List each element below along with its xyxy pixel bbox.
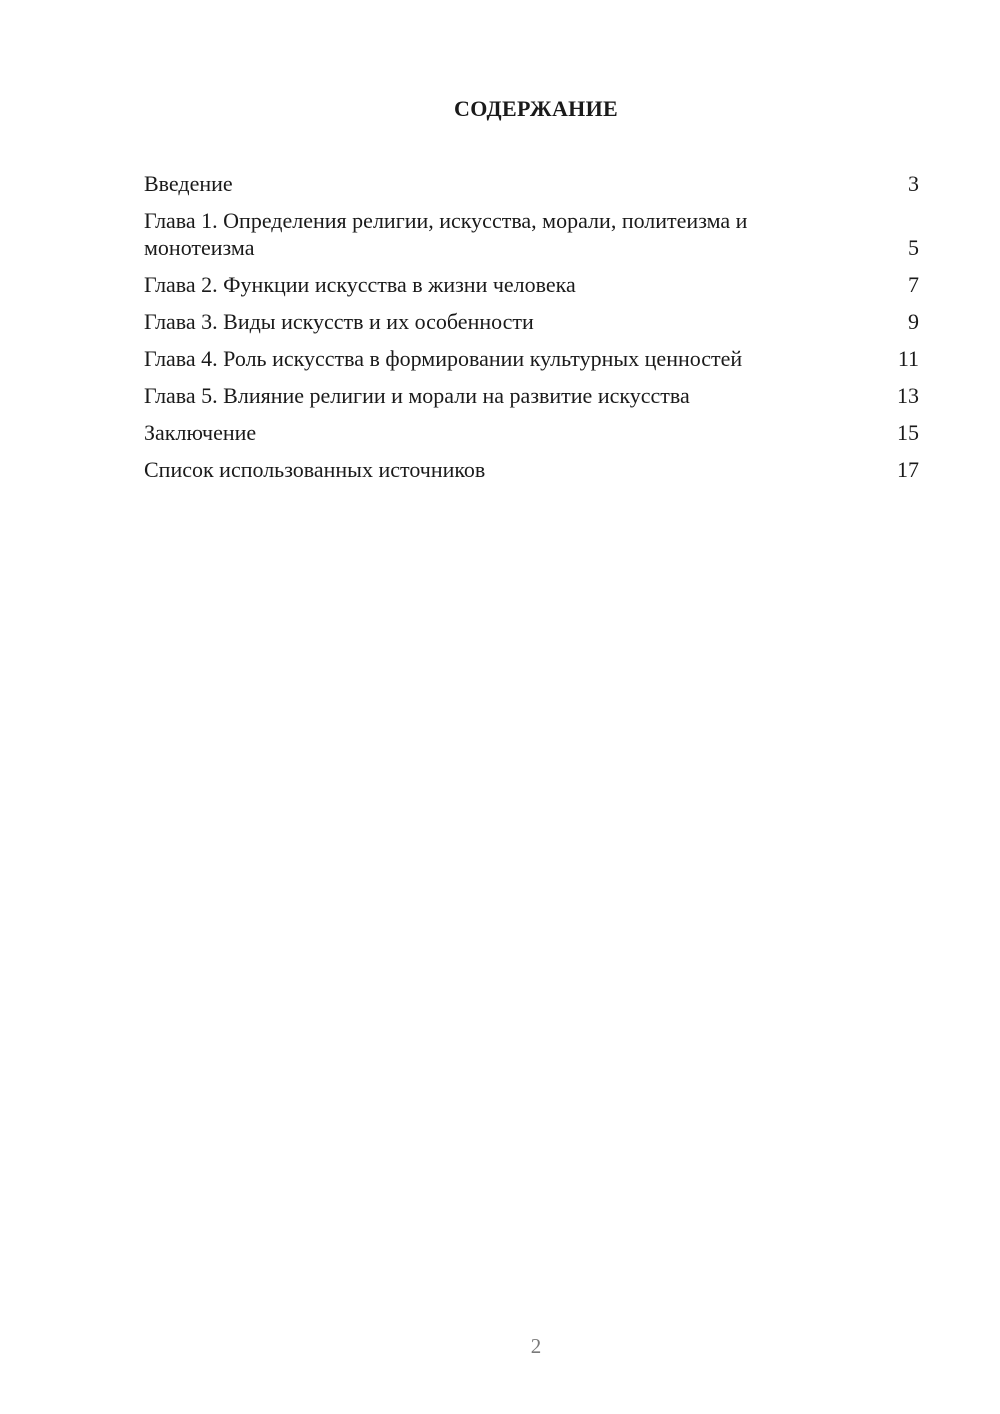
toc-entry-chapter-3 bbox=[144, 308, 919, 335]
toc-entry-chapter-5 bbox=[144, 382, 919, 409]
toc-entry-page: 7 bbox=[908, 272, 919, 297]
toc-entry-introduction bbox=[144, 170, 919, 197]
toc-entry-chapter-1 bbox=[144, 207, 919, 261]
toc-entry-text: Глава 1. Определения религии, искусства, морали, политеизма и монотеизма bbox=[144, 208, 748, 260]
table-of-contents bbox=[144, 170, 919, 493]
toc-entry-chapter-2 bbox=[144, 271, 919, 298]
toc-entry-page: 15 bbox=[897, 420, 919, 445]
toc-entry-text: Список использованных источников bbox=[144, 457, 486, 482]
page-number: 2 bbox=[530, 1334, 542, 1358]
toc-entry-page: 17 bbox=[897, 457, 919, 482]
toc-entry-chapter-4 bbox=[144, 345, 919, 372]
toc-entry-page: 13 bbox=[897, 383, 919, 408]
toc-entry-page: 3 bbox=[908, 171, 919, 196]
toc-entry-page: 5 bbox=[908, 235, 919, 260]
toc-entry-text: Глава 5. Влияние религии и морали на развитие искусства bbox=[144, 383, 690, 408]
toc-entry-page: 11 bbox=[897, 346, 919, 371]
toc-entry-text: Глава 2. Функции искусства в жизни человека bbox=[144, 272, 576, 297]
toc-entry-text: Глава 3. Виды искусств и их особенности bbox=[144, 309, 534, 334]
page-title: СОДЕРЖАНИЕ bbox=[454, 96, 618, 121]
toc-entry-page: 9 bbox=[908, 309, 919, 334]
toc-entry-conclusion bbox=[144, 419, 919, 446]
toc-entry-text: Введение bbox=[144, 171, 233, 196]
toc-entry-text: Глава 4. Роль искусства в формировании культурных ценностей bbox=[144, 346, 743, 371]
toc-entry-text: Заключение bbox=[144, 420, 257, 445]
toc-entry-references bbox=[144, 456, 919, 483]
